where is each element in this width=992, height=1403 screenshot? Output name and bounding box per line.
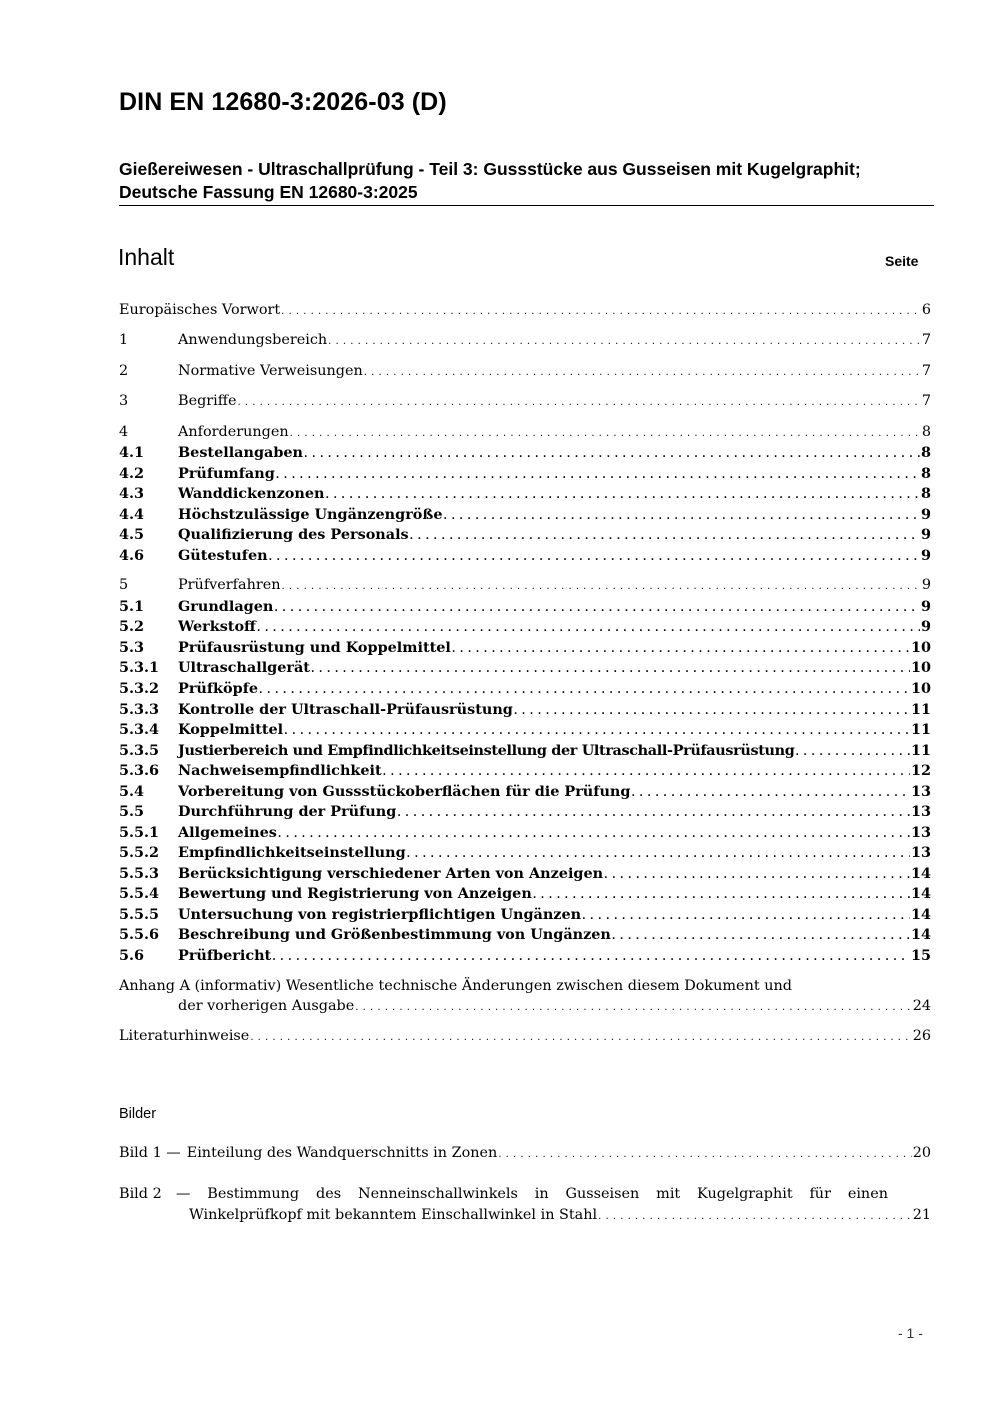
toc-leader — [383, 767, 910, 778]
toc-entry-page: 8 — [920, 465, 931, 482]
toc-entry-title: Justierbereich und Empfindlichkeitseinstellung der Ultraschall-Prüfausrüstung — [178, 742, 795, 759]
toc-entry[interactable] — [119, 506, 931, 523]
toc-entry-page: 9 — [921, 577, 931, 593]
toc-entry-page: 9 — [920, 618, 931, 635]
toc-entry-title: Anforderungen — [178, 424, 289, 440]
toc-entry-number: 4.2 — [119, 465, 145, 482]
toc-entry-page: 13 — [910, 844, 931, 861]
toc-entry-page: 8 — [920, 485, 931, 502]
toc-entry[interactable] — [119, 465, 931, 482]
toc-entry-title: Nachweisempfindlichkeit — [178, 762, 382, 779]
toc-entry-title: Normative Verweisungen — [178, 363, 363, 379]
toc-entry-title: Untersuchung von registrierpflichtigen Ungänzen — [178, 906, 582, 923]
toc-entry-page: 26 — [912, 1028, 931, 1044]
title-divider — [119, 205, 934, 206]
toc-entry[interactable] — [119, 906, 931, 923]
toc-entry-title: Wanddickenzonen — [178, 485, 325, 502]
toc-entry-number: 3 — [119, 393, 129, 409]
toc-entry-page: 11 — [910, 742, 931, 759]
document-title: DIN EN 12680-3:2026-03 (D) — [119, 88, 447, 116]
toc-leader — [284, 726, 910, 737]
toc-entry[interactable] — [119, 639, 931, 656]
toc-entry-title: Prüfköpfe — [178, 680, 259, 697]
toc-entry[interactable] — [119, 926, 931, 943]
toc-entry[interactable] — [119, 363, 931, 379]
toc-entry-number: 4.1 — [119, 444, 145, 461]
toc-leader — [274, 603, 920, 614]
toc-leader — [582, 911, 910, 922]
toc-entry[interactable] — [119, 701, 931, 718]
toc-leader — [795, 747, 910, 758]
toc-entry-number: 4.5 — [119, 526, 145, 543]
toc-entry-page: 9 — [920, 598, 931, 615]
toc-entry-page: 13 — [910, 803, 931, 820]
toc-entry[interactable] — [119, 742, 931, 759]
toc-entry-number: 5.3.1 — [119, 659, 160, 676]
toc-entry[interactable] — [119, 547, 931, 564]
figure-title-line1[interactable]: — Bestimmung des Nenneinschallwinkels in Gusseisen mit Kugelgraphit für einen — [176, 1186, 888, 1202]
toc-leader — [272, 952, 910, 963]
toc-entry-title: Gütestufen — [178, 547, 268, 564]
toc-entry-number: 5.3.3 — [119, 701, 160, 718]
toc-leader — [514, 706, 910, 717]
toc-entry-number: 5.5.4 — [119, 885, 160, 902]
toc-entry-title: Prüfbericht — [178, 947, 272, 964]
toc-leader — [612, 931, 910, 942]
toc-leader — [355, 1002, 911, 1013]
toc-leader — [238, 397, 920, 408]
figure-entry[interactable] — [189, 1207, 931, 1223]
toc-entry-page: 11 — [910, 721, 931, 738]
toc-leader — [276, 470, 920, 481]
toc-leader — [533, 890, 910, 901]
toc-entry-page: 14 — [910, 906, 931, 923]
toc-entry-title: Ultraschallgerät — [178, 659, 310, 676]
toc-entry-page: 13 — [910, 824, 931, 841]
toc-entry[interactable] — [119, 803, 931, 820]
toc-leader — [290, 428, 920, 439]
toc-entry-number: 5.3.6 — [119, 762, 160, 779]
toc-leader — [452, 644, 910, 655]
toc-entry-title: Vorbereitung von Gussstückoberflächen für die Prüfung — [178, 783, 631, 800]
toc-entry[interactable] — [119, 485, 931, 502]
toc-leader — [311, 664, 910, 675]
toc-entry-page: 15 — [910, 947, 931, 964]
toc-leader — [257, 623, 920, 634]
toc-entry-page: 7 — [921, 332, 931, 348]
toc-entry[interactable] — [119, 885, 931, 902]
figure-label[interactable]: Bild 2 — [119, 1186, 162, 1202]
toc-entry[interactable] — [119, 721, 931, 738]
toc-entry-title: Begriffe — [178, 393, 237, 409]
toc-entry-title: Prüfausrüstung und Koppelmittel — [178, 639, 451, 656]
figures-heading: Bilder — [119, 1106, 157, 1122]
toc-entry-title: Anwendungsbereich — [178, 332, 328, 348]
toc-entry-page: 7 — [921, 393, 931, 409]
toc-entry-page: 7 — [921, 363, 931, 379]
toc-leader — [443, 511, 920, 522]
toc-entry-page: 11 — [910, 701, 931, 718]
toc-entry[interactable] — [119, 844, 931, 861]
toc-entry[interactable] — [119, 783, 931, 800]
toc-entry-page: 8 — [921, 424, 931, 440]
toc-entry[interactable] — [119, 577, 931, 593]
figure-title-line2: Winkelprüfkopf mit bekanntem Einschallwinkel in Stahl — [189, 1207, 598, 1223]
toc-entry-number: 4 — [119, 424, 129, 440]
toc-leader — [269, 552, 920, 563]
toc-entry-number: 5.5.1 — [119, 824, 160, 841]
page-number: - 1 - — [898, 1325, 923, 1341]
toc-entry-title: Bestellangaben — [178, 444, 304, 461]
toc-entry-page: 8 — [920, 444, 931, 461]
toc-entry-title: Bewertung und Registrierung von Anzeigen — [178, 885, 532, 902]
toc-entry-title: Qualifizierung des Personals — [178, 526, 409, 543]
toc-entry-number: 2 — [119, 363, 129, 379]
toc-entry-title: Beschreibung und Größenbestimmung von Ungänzen — [178, 926, 611, 943]
toc-entry-page: 9 — [920, 526, 931, 543]
toc-entry-title: Literaturhinweise — [119, 1028, 250, 1044]
toc-entry[interactable] — [119, 332, 931, 348]
toc-annex-entry[interactable] — [178, 998, 931, 1014]
toc-entry-foreword[interactable] — [119, 302, 931, 318]
toc-entry-page: 14 — [910, 865, 931, 882]
toc-entry-number: 5.5 — [119, 803, 145, 820]
toc-leader — [407, 849, 910, 860]
toc-entry-number: 5.5.2 — [119, 844, 160, 861]
toc-entry-number: 5.5.6 — [119, 926, 160, 943]
toc-leader — [278, 829, 910, 840]
toc-entry-page: 9 — [920, 547, 931, 564]
toc-entry-number: 5.5.3 — [119, 865, 160, 882]
toc-entry[interactable] — [119, 680, 931, 697]
toc-annex-title-line1[interactable]: Anhang A (informativ) Wesentliche technische Änderungen zwischen diesem Dokument und — [119, 978, 792, 994]
figure-entry[interactable] — [119, 1145, 931, 1161]
toc-entry-number: 5.6 — [119, 947, 145, 964]
toc-entry[interactable] — [119, 526, 931, 543]
toc-leader — [410, 531, 920, 542]
toc-entry-number: 5.2 — [119, 618, 145, 635]
toc-entry-number: 5.3.4 — [119, 721, 160, 738]
toc-entry[interactable] — [119, 618, 931, 635]
toc-entry-number: 4.4 — [119, 506, 145, 523]
toc-entry-title: Durchführung der Prüfung — [178, 803, 397, 820]
toc-leader — [304, 449, 920, 460]
toc-entry-title: Koppelmittel — [178, 721, 284, 738]
toc-entry-number: 4.3 — [119, 485, 145, 502]
toc-entry-page: 10 — [910, 639, 931, 656]
toc-entry[interactable] — [119, 947, 931, 964]
toc-entry-number: 5.3.2 — [119, 680, 160, 697]
toc-entry-page: 6 — [921, 302, 931, 318]
toc-entry-title: Prüfverfahren — [178, 577, 281, 593]
toc-leader — [631, 788, 910, 799]
toc-leader — [364, 367, 920, 378]
toc-entry-page: 14 — [910, 885, 931, 902]
toc-leader — [281, 306, 920, 317]
toc-leader — [397, 808, 910, 819]
toc-entry-page: 9 — [920, 506, 931, 523]
toc-entry-page: 13 — [910, 783, 931, 800]
toc-entry-number: 5.5.5 — [119, 906, 160, 923]
toc-entry-title: Prüfumfang — [178, 465, 275, 482]
toc-entry-number: 1 — [119, 332, 129, 348]
toc-entry-page: 14 — [910, 926, 931, 943]
toc-annex-title-line2: der vorherigen Ausgabe — [178, 998, 355, 1014]
figure-page: 21 — [912, 1207, 931, 1223]
toc-entry-number: 5.1 — [119, 598, 145, 615]
document-subtitle: Gießereiwesen - Ultraschallprüfung - Teil 3: Gussstücke aus Gusseisen mit Kugelgraphit; Deutsche Fassung EN 12680-3:2025 — [119, 159, 861, 202]
toc-entry[interactable] — [119, 393, 931, 409]
toc-entry-title: Europäisches Vorwort — [119, 302, 281, 318]
toc-leader — [328, 336, 920, 347]
toc-entry-title: Höchstzulässige Ungänzengröße — [178, 506, 443, 523]
toc-entry-number: 5 — [119, 577, 129, 593]
toc-leader — [604, 870, 910, 881]
toc-heading: Inhalt — [118, 244, 175, 270]
toc-entry-title: Kontrolle der Ultraschall-Prüfausrüstung — [178, 701, 513, 718]
toc-entry-page: 10 — [910, 680, 931, 697]
toc-entry-number: 5.3 — [119, 639, 145, 656]
toc-entry-title: Werkstoff — [178, 618, 256, 635]
toc-entry[interactable] — [119, 762, 931, 779]
figure-title: Einteilung des Wandquerschnitts in Zonen — [186, 1145, 498, 1161]
toc-entry-bibliography[interactable] — [119, 1028, 931, 1044]
toc-entry-title: Grundlagen — [178, 598, 274, 615]
toc-entry-page: 10 — [910, 659, 931, 676]
figure-page: 20 — [912, 1145, 931, 1161]
toc-entry-number: 5.3.5 — [119, 742, 160, 759]
toc-leader — [259, 685, 910, 696]
toc-entry-number: 4.6 — [119, 547, 145, 564]
toc-entry-page: 24 — [912, 998, 931, 1014]
toc-leader — [498, 1149, 911, 1160]
figure-label: Bild 1 — — [119, 1145, 181, 1161]
toc-entry-title: Empfindlichkeitseinstellung — [178, 844, 406, 861]
toc-leader — [282, 581, 920, 592]
toc-entry[interactable] — [119, 865, 931, 882]
toc-entry[interactable] — [119, 598, 931, 615]
toc-entry[interactable] — [119, 424, 931, 440]
toc-entry-page: 12 — [910, 762, 931, 779]
toc-entry-title: Berücksichtigung verschiedener Arten von Anzeigen — [178, 865, 604, 882]
toc-entry[interactable] — [119, 824, 931, 841]
toc-leader — [326, 490, 920, 501]
toc-entry-number: 5.4 — [119, 783, 145, 800]
toc-entry[interactable] — [119, 659, 931, 676]
toc-entry[interactable] — [119, 444, 931, 461]
toc-entry-title: Allgemeines — [178, 824, 277, 841]
toc-page-label: Seite — [885, 253, 919, 269]
toc-leader — [598, 1211, 912, 1222]
toc-leader — [250, 1032, 911, 1043]
